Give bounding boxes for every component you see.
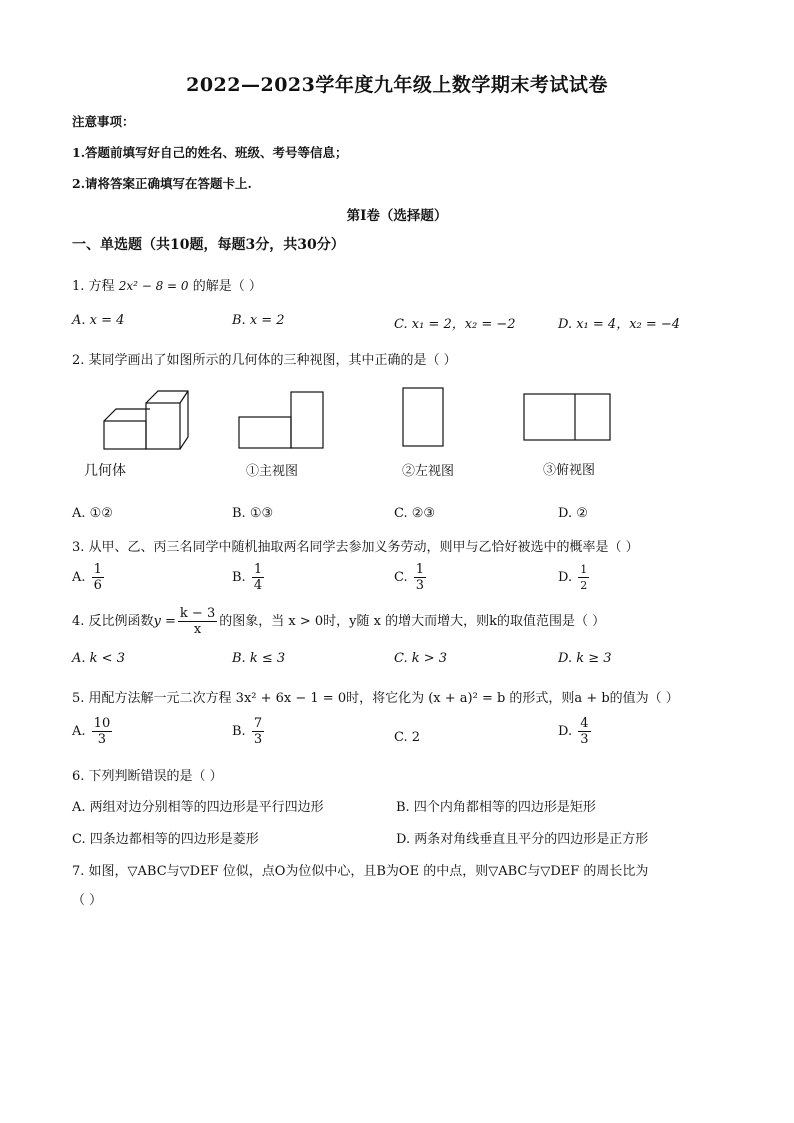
section-title: 第Ⅰ卷（选择题） [346, 208, 448, 224]
part-title: 一、单选题（共10题，每题3分，共30分） [72, 237, 345, 253]
q6-option-c[interactable]: C. 四条边都相等的四边形是菱形 [72, 832, 259, 847]
q4-option-d[interactable]: D. k ≥ 3 [558, 651, 612, 666]
q4-option-c[interactable]: C. k > 3 [394, 651, 448, 666]
q1-equation: 2x² − 8 = 0 [118, 279, 189, 293]
question-7-stem: 7. 如图，▽ABC与▽DEF 位似，点O为位似中心，且B为OE 的中点，则▽ABC与▽DEF 的周长比为 [72, 864, 649, 879]
question-2-stem: 2. 某同学画出了如图所示的几何体的三种视图，其中正确的是（ ） [72, 353, 457, 368]
caption-front-view: ①主视图 [246, 464, 299, 479]
question-3-stem: 3. 从甲、乙、丙三名同学中随机抽取两名同学去参加义务劳动，则甲与乙恰好被选中的概率是（ ） [72, 540, 639, 555]
caption-solid: 几何体 [84, 463, 126, 479]
q5-option-c[interactable]: C. 2 [394, 730, 421, 745]
q3-option-b[interactable]: B. $\frac{1}{4}$ [232, 562, 263, 593]
side-view-figure [400, 385, 446, 449]
question-6-stem: 6. 下列判断错误的是（ ） [72, 769, 223, 784]
q2-option-d[interactable]: D. ② [558, 506, 588, 521]
exam-title: 2022—2023学年度九年级上数学期末考试试卷 [186, 74, 608, 96]
notes-item-2: 2.请将答案正确填写在答题卡上. [72, 176, 252, 191]
notes-item-1: 1.答题前填写好自己的姓名、班级、考号等信息； [72, 145, 348, 160]
question-4-stem: 4. 反比例函数y = $\frac{k - 3}{x}$ 的图象，当 x > 0时，y随 x 的增大而增大，则k的取值范围是（ ） [72, 606, 606, 637]
question-1-stem: 1. 方程 2x² − 8 = 0 的解是（ ） [72, 279, 262, 294]
q1-option-c[interactable]: C. x₁ = 2，x₂ = −2 [394, 317, 516, 332]
q4-option-b[interactable]: B. k ≤ 3 [232, 651, 286, 666]
q6-option-d[interactable]: D. 两条对角线垂直且平分的四边形是正方形 [396, 832, 649, 847]
front-view-figure [236, 389, 326, 451]
q5-option-b[interactable]: B. $\frac{7}{3}$ [232, 716, 263, 747]
top-view-figure [521, 391, 613, 443]
question-5-stem: 5. 用配方法解一元二次方程 3x² + 6x − 1 = 0时，将它化为 (x + a)² = b 的形式，则a + b的值为（ ） [72, 691, 679, 706]
q3-option-d[interactable]: D. $\frac{1}{2}$ [558, 563, 588, 592]
q3-option-a[interactable]: A. $\frac{1}{6}$ [72, 562, 102, 593]
q3-option-c[interactable]: C. $\frac{1}{3}$ [394, 562, 425, 593]
q1-option-a[interactable]: A. x = 4 [72, 313, 125, 328]
q2-option-a[interactable]: A. ①② [72, 506, 113, 521]
q6-option-b[interactable]: B. 四个内角都相等的四边形是矩形 [396, 800, 596, 815]
q1-option-d[interactable]: D. x₁ = 4，x₂ = −4 [558, 317, 681, 332]
caption-side-view: ②左视图 [402, 464, 455, 479]
solid-figure [100, 385, 192, 455]
q5-option-d[interactable]: D. $\frac{4}{3}$ [558, 716, 589, 747]
q2-option-c[interactable]: C. ②③ [394, 506, 436, 521]
notes-heading: 注意事项： [72, 114, 135, 129]
question-7-blank: （ ） [72, 893, 103, 908]
q4-option-a[interactable]: A. k < 3 [72, 651, 125, 666]
q1-option-b[interactable]: B. x = 2 [232, 313, 285, 328]
q5-option-a[interactable]: A. $\frac{10}{3}$ [72, 716, 111, 747]
q2-option-b[interactable]: B. ①③ [232, 506, 274, 521]
caption-top-view: ③俯视图 [543, 463, 596, 478]
q6-option-a[interactable]: A. 两组对边分别相等的四边形是平行四边形 [72, 800, 324, 815]
